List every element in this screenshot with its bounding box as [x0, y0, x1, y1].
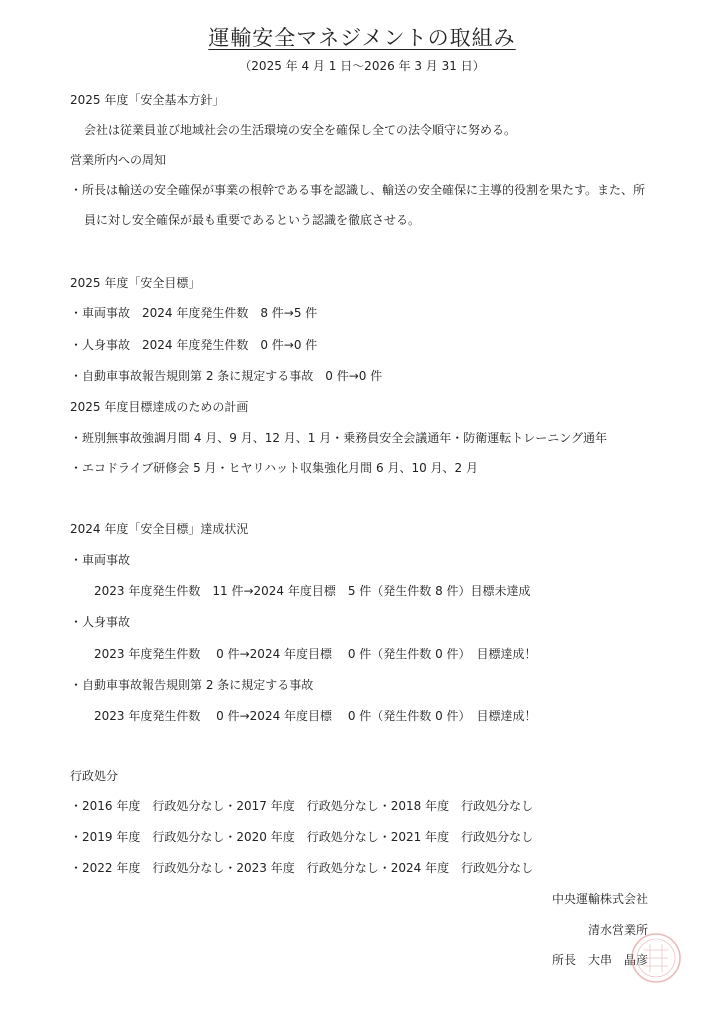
policy-text: 会社は従業員並び地域社会の生活環境の安全を確保し全ての法令順守に努める。: [84, 123, 517, 137]
document-period: （2025 年 4 月 1 日～2026 年 3 月 31 日）: [239, 59, 485, 73]
document-title: 運輸安全マネジメントの取組み: [208, 26, 516, 50]
policy-heading: 2025 年度「安全基本方針」: [70, 93, 225, 107]
office-notice-line-1: ・所長は輸送の安全確保が事業の根幹である事を認識し、輸送の安全確保に主導的役割を果たす。また、所: [70, 183, 646, 197]
administrative-item-3: ・2022 年度 行政処分なし・2023 年度 行政処分なし・2024 年度 行政処分なし: [70, 861, 534, 875]
result-detail-personal: 2023 年度発生件数 0 件→2024 年度目標 0 件（発生件数 0 件） 目標達成！: [94, 647, 537, 661]
target-item-personal: ・人身事故 2024 年度発生件数 0 件→0 件: [70, 338, 318, 352]
office-name: 清水営業所: [587, 923, 648, 937]
manager-name: 所長 大串 晶彦: [551, 953, 648, 967]
company-seal-stamp: [630, 932, 682, 984]
plan-2025-heading: 2025 年度目標達成のための計画: [70, 400, 249, 414]
result-detail-vehicle: 2023 年度発生件数 11 件→2024 年度目標 5 件（発生件数 8 件）目標未達成: [94, 584, 531, 598]
plan-item-1: ・班別無事故強調月間 4 月、9 月、12 月、1 月・乗務員安全会議通年・防衛運転トレーニング通年: [70, 431, 608, 445]
result-detail-regulation: 2023 年度発生件数 0 件→2024 年度目標 0 件（発生件数 0 件） 目標達成！: [94, 709, 537, 723]
result-category-regulation: ・自動車事故報告規則第 2 条に規定する事故: [70, 678, 314, 692]
target-item-vehicle: ・車両事故 2024 年度発生件数 8 件→5 件: [70, 306, 318, 320]
administrative-heading: 行政処分: [70, 769, 119, 783]
office-notice-heading: 営業所内への周知: [70, 153, 167, 167]
result-category-vehicle: ・車両事故: [70, 553, 131, 567]
company-name: 中央運輸株式会社: [551, 892, 648, 906]
administrative-item-2: ・2019 年度 行政処分なし・2020 年度 行政処分なし・2021 年度 行政処分なし: [70, 830, 534, 844]
target-item-regulation: ・自動車事故報告規則第 2 条に規定する事故 0 件→0 件: [70, 369, 383, 383]
result-category-personal: ・人身事故: [70, 615, 131, 629]
administrative-item-1: ・2016 年度 行政処分なし・2017 年度 行政処分なし・2018 年度 行政処分なし: [70, 799, 534, 813]
plan-item-2: ・エコドライブ研修会 5 月・ヒヤリハット収集強化月間 6 月、10 月、2 月: [70, 461, 478, 475]
office-notice-line-2: 員に対し安全確保が最も重要であるという認識を徹底させる。: [84, 213, 421, 227]
results-2024-heading: 2024 年度「安全目標」達成状況: [70, 522, 249, 536]
targets-2025-heading: 2025 年度「安全目標」: [70, 276, 201, 290]
